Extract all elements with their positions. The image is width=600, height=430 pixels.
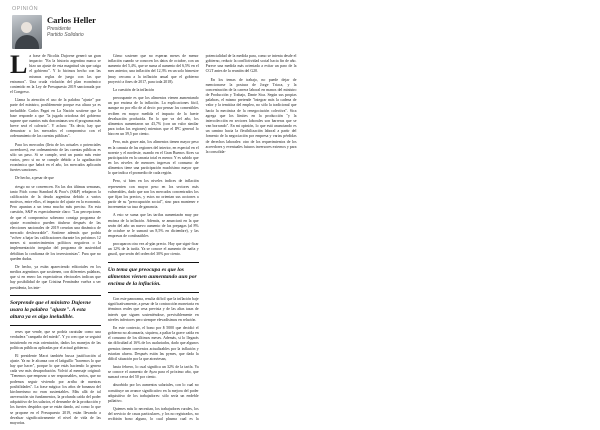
pull-quote: Sorprende que el ministro Dujovne usara la palabra "ajuste". A esta altura ya es algo ineludible. — [10, 295, 101, 326]
article-paragraph: Con este panorama, resulta difícil que la inflación baje significativamente, a pesar de la contracción monetaria en términos reales que cesa prevista y de las altas tasas de interés que siguen sosteniéndose, previsiblemente en niveles inferiores pero siempre elevadísimos en relación. — [107, 297, 199, 322]
article-paragraph: Para los mercados (lleta de los actuales o potenciales acreedores), ese ordenamiento de las cuentas públicas es sólo un paso. Si se cumple, será un punto más entre varios, pero si no se cumple debido a la agudización económica que habrá en el año, los mercados aplicarán fuertes sanciones. — [10, 142, 101, 173]
section-kicker: OPINIÓN — [12, 6, 39, 12]
byline — [10, 15, 590, 49]
avatar-head-shape — [21, 22, 32, 33]
article-paragraph: La cuestión de la inflación — [112, 87, 155, 92]
author-avatar — [12, 15, 42, 49]
avatar-body-shape — [15, 35, 39, 49]
article-paragraph: Llama la atención el uso de la palabra "ajuste" por parte del ministro, posiblemente porque esa altura ya es ineludible. Carlos Pagni en La Nación sostiene que la base responde a que "la jugada ortodoxa del gobierno supone que cuantos más draconianas sea el programa más breve será el calvario". Y aclara: "Es decir, hay que demostrar a los mercados el compromiso con el ordenamiento de las cuentas públicas". — [10, 98, 101, 139]
article-paragraph: hasta febrero, lo cual significa un 32% de la tarifa. Ya se conoce el aumento de Ayza para el próximo año, que sumará cerca del 50 por ciento. — [107, 364, 199, 380]
article-paragraph: preocupante es que los alimentos vienen aumentando un por encima de la inflación. La explicaciones fácil, aunque no por ello de al decir: por pensar los comestibles reciben en mayor medida el impacto de la fuerte devaluación producida. En lo que va del año, los alimentos aumentaron un 43,7% (con un valor similar para todas las regiones) mientras que el IPC general lo hizo en un 39,5 por ciento. — [107, 96, 199, 137]
article-paragraph: De hecho, ya están apareciendo editoriales en los medios argentinos que sostienen, con diferentes palabras, que si en enero las expectativas electorales indican que hay posibilidad de que Cristina Fernández vuelva a ser presidenta, los inte- — [10, 264, 101, 290]
article-paragraph: A esto se suma que las tarifas aumentarán muy por encima de la inflación. Además, se anunciará en la que serán del año un nuevo aumento de las prepagas (al 8% de octubre se le sumará un 8,5% en diciembre), y las empresas de combustibles — [107, 213, 199, 238]
article-paragraph: De hecho, a pesar de que — [15, 176, 54, 181]
article-paragraph: Quienes más lo necesitan, los trabajadores rurales, los del servicio de casas particulares, y los no registrados, no recibirán bono alguno, lo cual plasma cual es la potencialidad de la medida para, como se intenta desde el gobierno, reducir la conflictividad social hacia fin de año. Parece una medida más orientada a evitar un paro de la CGT antes de la reunión del G20. — [107, 54, 297, 422]
article-paragraph: riesgo no se convencen. En las dos últimas semanas, tanto Fitch como Standard & Poor's (S&P) rebajaron la calificación de la deuda argentina debido a varios motivos, entre ellos, el impacto del ajuste en la economía. Pero apuntan a un tema mucho más preciso. En esta cuestión, S&P es especialmente claro: "Las percepciones de que el compromiso soberano consiga programa de ajuste económico pueden titubear después de las elecciones nacionales de 2019 crearían una dinámica de mercado desfavorable". Sostiene además que podría "volver a bajar las calificaciones durante los próximos 12 meses si acontecimientos políticos negativos o la implementación irregular del programa de austeridad debilitan la confianza de los inversionistas". Para que no queden dudas. — [10, 184, 101, 261]
drop-cap: L — [10, 50, 28, 79]
article-paragraph: procuparon otra vez al-gún precio. Hay que signi-ficar un 12% de la tarifa. Ya se conoce el aumento de nafta y gasoil, que serán del orden del 30% por ciento. — [107, 242, 199, 257]
article-paragraph: Pero, si bien en los niveles índices de inflación representen con mayor peso en los sectores más vulnerables, dado que son los mercados concentrados los que fijan los precios, y estos no orientan sus acciones a partir de su "preocupación social", sino para mantener e incrementar su tasa de ganancia. — [107, 179, 199, 210]
article-paragraph: Pero, más grave aún, los alimentos tienen mayor peso en la canasta de las regiones del interior, en especial en el noreste y el nordeste, cuando en el Gran Buenos Aires su participación en la canasta total es menor. Y es sabido que en los niveles de menores ingresos el consumo de alimentos tiene una participación muchísimo mayor que lo que indica el promedio de cada región. — [107, 140, 199, 176]
article-paragraph: La frase de Nicolás Dujovne generó un gran impacto: "En la historia argentina nunca se hizo un ajuste de esta magnitud sin que caiga el gobierno". Y lo hicimos hecho con las mismas reglas de juego con las que entramos". Una cruda violación del plan económico contenido en la Ley de Presupuesto 2019 sancionada por el Congreso. — [10, 50, 101, 95]
article-paragraph: En este contexto, el bono por $ 5000 que decidió el gobierno no alcanzaría, siquiera, a paliar la grave caída en el consumo de los últimos meses. Además, si lo llegarás sin dificultad al 16% de los asalariados, dado que algunos gremios tienen convenios actualizables por la inflación y estarían afuera. Después están las pymes, que dada la difícil situación por la que atraviesan, — [107, 325, 199, 361]
article-paragraph: reses que vende, que se podría caratular como una verdadera "campaña del miedo". Y yo creo que se seguirá insistiendo en esta orientación, dados los manejos de las políticas públicas aplicadas por el actual gobierno. — [10, 330, 101, 350]
article-paragraph: Cómo sostener que no esperan meses de menor inflación cuando se conocen los datos de octubre, con un aumento del 5,4%, que se suma al aumento del 6,5% en el mes anterior, una inflación del 12,3% en un solo bimestre (muy cercana a la inflación anual que el gobierno proyectó a fines de 2017, para toda 2018). — [107, 54, 199, 84]
article-paragraph: El presidente Macri también busca justificación al ajuste. Ya no le alcanza con el latiguillo "hacemos lo que hay que hacer", porque lo que estás haciendo lo genera cada vez más desaprobación. Volvió al mensaje original: "Tenemos que empezar a ser responsables, serios, que no podemos seguir viviendo por arriba de nuestras posibilidades". La frase mágica: los años de bonanza del kirchnerismo no eran sustentables. Más allá de tal aseveración sin fundamentos, la profunda caída del poder adquisitivo de los salarios, el derrumbe de la producción y los fuertes despidos que se están dando, así como lo que se propone en el Presupuesto 2019, están llevando a devaluar significativamente el nivel de vida de las mayorías. — [10, 353, 101, 425]
author-name: Carlos Heller — [47, 15, 96, 25]
article-paragraph: En los temas de trabajo, no puede dejar de mencionarse la postura de Jorge Triaca, y la concentración de la carrera laboral en manos del ministro de Producción y Trabajo, Dante Sica. Según sus propias palabras, el mismo pretende "integrar más la cadena de valor y la temática del empleo, no sólo la tradicional que hacía la mecánica de la renegociación colectiva". Sica agrega que los límites en la producción "y la intercolección en sectores laborales son barreras que se van borrando". En mi opinión, lo que está anunciando es un camino hacia la flexibilización laboral a partir del fomento de la negociación por empresa y varias pérdidas de derechos laborales: otro de los requerimientos de los acreedores y eventuales futuros inversores externos y para la consolida- — [205, 77, 297, 154]
author-role-line-1: Presidente — [47, 25, 71, 32]
article-body — [10, 50, 590, 426]
author-role-line-2: Partido Solidario — [47, 32, 84, 39]
article-paragraph: absorbido por los aumentos salariales, con lo cual no constituye un avance significativo en la mejora del poder adquisitivo de los trabajadores: sólo sería un endeble paliativo. — [107, 383, 199, 403]
pull-quote: Un tema que preocupa es que los alimentos vienen aumentando aun por encima de la inflación. — [108, 262, 199, 293]
byline-text — [47, 15, 96, 38]
